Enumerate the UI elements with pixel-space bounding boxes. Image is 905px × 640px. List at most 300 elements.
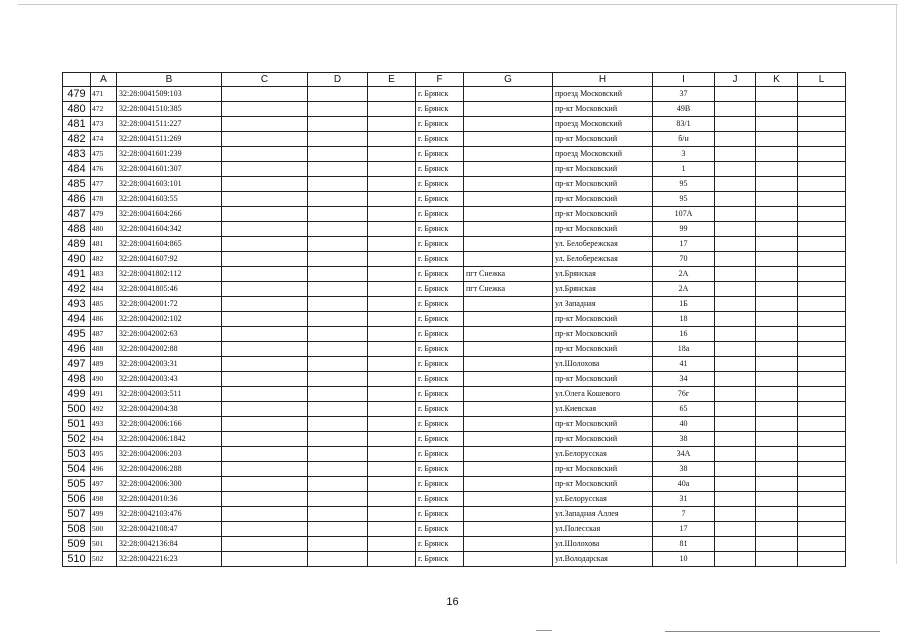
cell-e bbox=[368, 402, 416, 417]
cell-i: 16 bbox=[653, 327, 715, 342]
cell-l bbox=[798, 132, 846, 147]
table-row bbox=[63, 402, 846, 417]
cell-a: 499 bbox=[91, 507, 117, 522]
cell-a: 474 bbox=[91, 132, 117, 147]
row-number: 486 bbox=[63, 192, 91, 207]
cell-a: 493 bbox=[91, 417, 117, 432]
cell-g bbox=[464, 507, 553, 522]
cell-c bbox=[222, 432, 308, 447]
cell-j bbox=[715, 462, 756, 477]
cell-e bbox=[368, 357, 416, 372]
cell-l bbox=[798, 222, 846, 237]
cell-d bbox=[308, 132, 368, 147]
cell-l bbox=[798, 267, 846, 282]
cell-l bbox=[798, 342, 846, 357]
table-row bbox=[63, 447, 846, 462]
cell-a: 471 bbox=[91, 87, 117, 102]
cell-k bbox=[756, 357, 798, 372]
cell-l bbox=[798, 402, 846, 417]
cell-h: пр-кт Московский bbox=[553, 432, 653, 447]
cell-l bbox=[798, 537, 846, 552]
cell-c bbox=[222, 282, 308, 297]
cell-j bbox=[715, 342, 756, 357]
cell-e bbox=[368, 537, 416, 552]
table-row bbox=[63, 342, 846, 357]
row-number: 510 bbox=[63, 552, 91, 567]
row-number: 485 bbox=[63, 177, 91, 192]
cell-f: г. Брянск bbox=[416, 237, 464, 252]
row-number: 494 bbox=[63, 312, 91, 327]
table-row bbox=[63, 327, 846, 342]
cell-g bbox=[464, 297, 553, 312]
table-row bbox=[63, 537, 846, 552]
cell-g bbox=[464, 237, 553, 252]
cell-b: 32:28:0041510:385 bbox=[117, 102, 222, 117]
cell-g bbox=[464, 552, 553, 567]
cell-d bbox=[308, 417, 368, 432]
cell-a: 495 bbox=[91, 447, 117, 462]
cell-f: г. Брянск bbox=[416, 87, 464, 102]
cell-g bbox=[464, 417, 553, 432]
cell-b: 32:28:0041603:101 bbox=[117, 177, 222, 192]
cell-b: 32:28:0041603:55 bbox=[117, 192, 222, 207]
table-row bbox=[63, 312, 846, 327]
cell-g bbox=[464, 132, 553, 147]
table-row bbox=[63, 477, 846, 492]
cell-c bbox=[222, 117, 308, 132]
cell-a: 478 bbox=[91, 192, 117, 207]
cell-b: 32:28:0041509:103 bbox=[117, 87, 222, 102]
table-row bbox=[63, 162, 846, 177]
cell-a: 498 bbox=[91, 492, 117, 507]
cell-h: пр-кт Московский bbox=[553, 207, 653, 222]
cell-i: 37 bbox=[653, 87, 715, 102]
cell-k bbox=[756, 477, 798, 492]
cell-k bbox=[756, 312, 798, 327]
cell-c bbox=[222, 102, 308, 117]
cell-a: 477 bbox=[91, 177, 117, 192]
table-row bbox=[63, 462, 846, 477]
cell-d bbox=[308, 372, 368, 387]
cell-g bbox=[464, 447, 553, 462]
cell-k bbox=[756, 207, 798, 222]
cell-e bbox=[368, 507, 416, 522]
cell-a: 500 bbox=[91, 522, 117, 537]
cell-c bbox=[222, 87, 308, 102]
cell-a: 475 bbox=[91, 147, 117, 162]
cell-f: г. Брянск bbox=[416, 147, 464, 162]
cell-l bbox=[798, 117, 846, 132]
cell-j bbox=[715, 222, 756, 237]
cell-k bbox=[756, 192, 798, 207]
table-row bbox=[63, 267, 846, 282]
row-number: 508 bbox=[63, 522, 91, 537]
table-row bbox=[63, 222, 846, 237]
cell-i: 10 bbox=[653, 552, 715, 567]
column-header: D bbox=[308, 73, 368, 87]
cell-d bbox=[308, 147, 368, 162]
cell-g bbox=[464, 192, 553, 207]
cell-a: 472 bbox=[91, 102, 117, 117]
cell-c bbox=[222, 402, 308, 417]
cell-i: 31 bbox=[653, 492, 715, 507]
cell-b: 32:28:0042002:102 bbox=[117, 312, 222, 327]
row-number: 479 bbox=[63, 87, 91, 102]
cell-i: 34А bbox=[653, 447, 715, 462]
scan-mark bbox=[536, 630, 552, 631]
cell-d bbox=[308, 282, 368, 297]
cell-k bbox=[756, 252, 798, 267]
row-number: 491 bbox=[63, 267, 91, 282]
cell-c bbox=[222, 357, 308, 372]
cell-e bbox=[368, 162, 416, 177]
row-number: 495 bbox=[63, 327, 91, 342]
table-row bbox=[63, 507, 846, 522]
cell-b: 32:28:0041607:92 bbox=[117, 252, 222, 267]
cell-a: 494 bbox=[91, 432, 117, 447]
cell-g bbox=[464, 312, 553, 327]
cell-g bbox=[464, 117, 553, 132]
cell-l bbox=[798, 357, 846, 372]
cell-l bbox=[798, 192, 846, 207]
cell-j bbox=[715, 312, 756, 327]
cell-i: 1Б bbox=[653, 297, 715, 312]
cell-j bbox=[715, 372, 756, 387]
cell-e bbox=[368, 447, 416, 462]
cell-a: 479 bbox=[91, 207, 117, 222]
cell-d bbox=[308, 252, 368, 267]
column-header-row bbox=[63, 73, 846, 87]
cell-i: 95 bbox=[653, 192, 715, 207]
cell-g bbox=[464, 537, 553, 552]
column-header: G bbox=[464, 73, 553, 87]
row-number: 489 bbox=[63, 237, 91, 252]
cell-f: г. Брянск bbox=[416, 522, 464, 537]
cell-k bbox=[756, 177, 798, 192]
cell-k bbox=[756, 132, 798, 147]
cell-e bbox=[368, 207, 416, 222]
cell-f: г. Брянск bbox=[416, 537, 464, 552]
cell-b: 32:28:0042003:31 bbox=[117, 357, 222, 372]
table-row bbox=[63, 297, 846, 312]
cell-k bbox=[756, 522, 798, 537]
table-row bbox=[63, 102, 846, 117]
cell-g bbox=[464, 342, 553, 357]
row-number: 498 bbox=[63, 372, 91, 387]
cell-a: 487 bbox=[91, 327, 117, 342]
cell-d bbox=[308, 507, 368, 522]
cell-h: пр-кт Московский bbox=[553, 177, 653, 192]
table-row bbox=[63, 552, 846, 567]
cell-e bbox=[368, 237, 416, 252]
cell-l bbox=[798, 522, 846, 537]
cell-a: 473 bbox=[91, 117, 117, 132]
cell-h: пр-кт Московский bbox=[553, 192, 653, 207]
table-row bbox=[63, 132, 846, 147]
cell-a: 492 bbox=[91, 402, 117, 417]
cell-d bbox=[308, 477, 368, 492]
cell-k bbox=[756, 282, 798, 297]
row-number: 483 bbox=[63, 147, 91, 162]
cell-j bbox=[715, 147, 756, 162]
spreadsheet-table bbox=[62, 72, 846, 567]
cell-j bbox=[715, 132, 756, 147]
cell-k bbox=[756, 492, 798, 507]
cell-h: пр-кт Московский bbox=[553, 162, 653, 177]
cell-i: 40 bbox=[653, 417, 715, 432]
cell-g: пгт Снежка bbox=[464, 282, 553, 297]
cell-g bbox=[464, 357, 553, 372]
column-header: B bbox=[117, 73, 222, 87]
cell-h: пр-кт Московский bbox=[553, 462, 653, 477]
column-header: E bbox=[368, 73, 416, 87]
cell-k bbox=[756, 387, 798, 402]
row-number: 490 bbox=[63, 252, 91, 267]
table-row bbox=[63, 192, 846, 207]
cell-i: 2А bbox=[653, 282, 715, 297]
cell-f: г. Брянск bbox=[416, 507, 464, 522]
cell-k bbox=[756, 462, 798, 477]
cell-c bbox=[222, 222, 308, 237]
row-number: 507 bbox=[63, 507, 91, 522]
cell-f: г. Брянск bbox=[416, 267, 464, 282]
cell-j bbox=[715, 162, 756, 177]
cell-b: 32:28:0042002:63 bbox=[117, 327, 222, 342]
cell-d bbox=[308, 207, 368, 222]
cell-e bbox=[368, 147, 416, 162]
cell-h: пр-кт Московский bbox=[553, 477, 653, 492]
cell-i: 17 bbox=[653, 237, 715, 252]
cell-d bbox=[308, 402, 368, 417]
cell-e bbox=[368, 372, 416, 387]
cell-c bbox=[222, 177, 308, 192]
cell-f: г. Брянск bbox=[416, 297, 464, 312]
column-header: A bbox=[91, 73, 117, 87]
cell-a: 481 bbox=[91, 237, 117, 252]
cell-e bbox=[368, 432, 416, 447]
cell-h: проезд Московский bbox=[553, 147, 653, 162]
cell-k bbox=[756, 432, 798, 447]
cell-a: 480 bbox=[91, 222, 117, 237]
cell-l bbox=[798, 372, 846, 387]
row-number: 484 bbox=[63, 162, 91, 177]
cell-g bbox=[464, 252, 553, 267]
cell-h: ул.Олега Кошевого bbox=[553, 387, 653, 402]
table-row bbox=[63, 237, 846, 252]
cell-l bbox=[798, 312, 846, 327]
cell-a: 488 bbox=[91, 342, 117, 357]
cell-i: 38 bbox=[653, 462, 715, 477]
cell-d bbox=[308, 327, 368, 342]
cell-c bbox=[222, 492, 308, 507]
row-number: 506 bbox=[63, 492, 91, 507]
table-row bbox=[63, 432, 846, 447]
cell-c bbox=[222, 327, 308, 342]
cell-e bbox=[368, 222, 416, 237]
cell-e bbox=[368, 87, 416, 102]
cell-e bbox=[368, 327, 416, 342]
cell-f: г. Брянск bbox=[416, 102, 464, 117]
cell-h: пр-кт Московский bbox=[553, 327, 653, 342]
cell-d bbox=[308, 117, 368, 132]
cell-d bbox=[308, 192, 368, 207]
cell-j bbox=[715, 507, 756, 522]
row-number: 503 bbox=[63, 447, 91, 462]
cell-d bbox=[308, 342, 368, 357]
cell-g bbox=[464, 102, 553, 117]
cell-f: г. Брянск bbox=[416, 417, 464, 432]
cell-j bbox=[715, 237, 756, 252]
table-row bbox=[63, 387, 846, 402]
scan-mark bbox=[665, 631, 880, 632]
cell-a: 483 bbox=[91, 267, 117, 282]
cell-a: 486 bbox=[91, 312, 117, 327]
cell-e bbox=[368, 477, 416, 492]
cell-d bbox=[308, 312, 368, 327]
cell-b: 32:28:0041604:266 bbox=[117, 207, 222, 222]
cell-k bbox=[756, 447, 798, 462]
cell-e bbox=[368, 522, 416, 537]
cell-e bbox=[368, 267, 416, 282]
cell-e bbox=[368, 492, 416, 507]
cell-l bbox=[798, 462, 846, 477]
cell-f: г. Брянск bbox=[416, 252, 464, 267]
cell-g bbox=[464, 177, 553, 192]
cell-i: 7 bbox=[653, 507, 715, 522]
cell-k bbox=[756, 342, 798, 357]
cell-a: 502 bbox=[91, 552, 117, 567]
cell-c bbox=[222, 252, 308, 267]
cell-e bbox=[368, 102, 416, 117]
cell-j bbox=[715, 552, 756, 567]
cell-a: 485 bbox=[91, 297, 117, 312]
cell-k bbox=[756, 537, 798, 552]
cell-h: ул Западная bbox=[553, 297, 653, 312]
cell-c bbox=[222, 537, 308, 552]
cell-j bbox=[715, 447, 756, 462]
cell-g bbox=[464, 477, 553, 492]
cell-d bbox=[308, 462, 368, 477]
cell-j bbox=[715, 522, 756, 537]
cell-d bbox=[308, 162, 368, 177]
cell-b: 32:28:0042103:476 bbox=[117, 507, 222, 522]
column-header: C bbox=[222, 73, 308, 87]
cell-i: 49В bbox=[653, 102, 715, 117]
cell-f: г. Брянск bbox=[416, 387, 464, 402]
column-header: F bbox=[416, 73, 464, 87]
cell-g: пгт Снежка bbox=[464, 267, 553, 282]
cell-h: пр-кт Московский bbox=[553, 342, 653, 357]
cell-k bbox=[756, 102, 798, 117]
cell-d bbox=[308, 297, 368, 312]
cell-l bbox=[798, 207, 846, 222]
cell-g bbox=[464, 462, 553, 477]
cell-b: 32:28:0042136:84 bbox=[117, 537, 222, 552]
cell-d bbox=[308, 87, 368, 102]
cell-l bbox=[798, 552, 846, 567]
cell-g bbox=[464, 87, 553, 102]
cell-b: 32:28:0042001:72 bbox=[117, 297, 222, 312]
scan-border-top bbox=[18, 4, 898, 5]
cell-h: пр-кт Московский bbox=[553, 102, 653, 117]
cell-l bbox=[798, 252, 846, 267]
cell-h: ул.Володарская bbox=[553, 552, 653, 567]
cell-k bbox=[756, 222, 798, 237]
cell-i: 18а bbox=[653, 342, 715, 357]
cell-d bbox=[308, 102, 368, 117]
cell-b: 32:28:0041604:865 bbox=[117, 237, 222, 252]
table-row bbox=[63, 417, 846, 432]
column-header: H bbox=[553, 73, 653, 87]
row-number: 487 bbox=[63, 207, 91, 222]
cell-i: 41 bbox=[653, 357, 715, 372]
cell-j bbox=[715, 537, 756, 552]
cell-e bbox=[368, 387, 416, 402]
cell-f: г. Брянск bbox=[416, 192, 464, 207]
cell-e bbox=[368, 297, 416, 312]
cell-h: проезд Московский bbox=[553, 87, 653, 102]
cell-g bbox=[464, 522, 553, 537]
cell-a: 484 bbox=[91, 282, 117, 297]
cell-k bbox=[756, 87, 798, 102]
cell-i: 40а bbox=[653, 477, 715, 492]
cell-h: ул.Западная Аллея bbox=[553, 507, 653, 522]
table-row bbox=[63, 357, 846, 372]
table-row bbox=[63, 207, 846, 222]
cell-h: пр-кт Московский bbox=[553, 132, 653, 147]
cell-l bbox=[798, 147, 846, 162]
cell-k bbox=[756, 237, 798, 252]
cell-b: 32:28:0041601:307 bbox=[117, 162, 222, 177]
cell-c bbox=[222, 522, 308, 537]
cell-g bbox=[464, 147, 553, 162]
cell-b: 32:28:0042003:43 bbox=[117, 372, 222, 387]
cell-h: ул. Белобережская bbox=[553, 237, 653, 252]
cell-c bbox=[222, 312, 308, 327]
row-number: 502 bbox=[63, 432, 91, 447]
cell-k bbox=[756, 552, 798, 567]
cell-f: г. Брянск bbox=[416, 132, 464, 147]
cell-f: г. Брянск bbox=[416, 492, 464, 507]
cell-d bbox=[308, 177, 368, 192]
cell-c bbox=[222, 297, 308, 312]
row-number: 488 bbox=[63, 222, 91, 237]
cell-c bbox=[222, 552, 308, 567]
column-header: J bbox=[715, 73, 756, 87]
cell-l bbox=[798, 282, 846, 297]
cell-j bbox=[715, 387, 756, 402]
cell-j bbox=[715, 117, 756, 132]
cell-g bbox=[464, 387, 553, 402]
cell-d bbox=[308, 357, 368, 372]
cell-b: 32:28:0042006:166 bbox=[117, 417, 222, 432]
cell-c bbox=[222, 507, 308, 522]
cell-h: проезд Московский bbox=[553, 117, 653, 132]
cell-l bbox=[798, 327, 846, 342]
cell-a: 497 bbox=[91, 477, 117, 492]
cell-g bbox=[464, 327, 553, 342]
cell-g bbox=[464, 372, 553, 387]
cell-j bbox=[715, 252, 756, 267]
cell-b: 32:28:0041601:239 bbox=[117, 147, 222, 162]
cell-b: 32:28:0042006:203 bbox=[117, 447, 222, 462]
cell-b: 32:28:0041511:269 bbox=[117, 132, 222, 147]
cell-g bbox=[464, 207, 553, 222]
cell-h: ул.Брянская bbox=[553, 282, 653, 297]
cell-f: г. Брянск bbox=[416, 372, 464, 387]
cell-c bbox=[222, 132, 308, 147]
cell-l bbox=[798, 237, 846, 252]
